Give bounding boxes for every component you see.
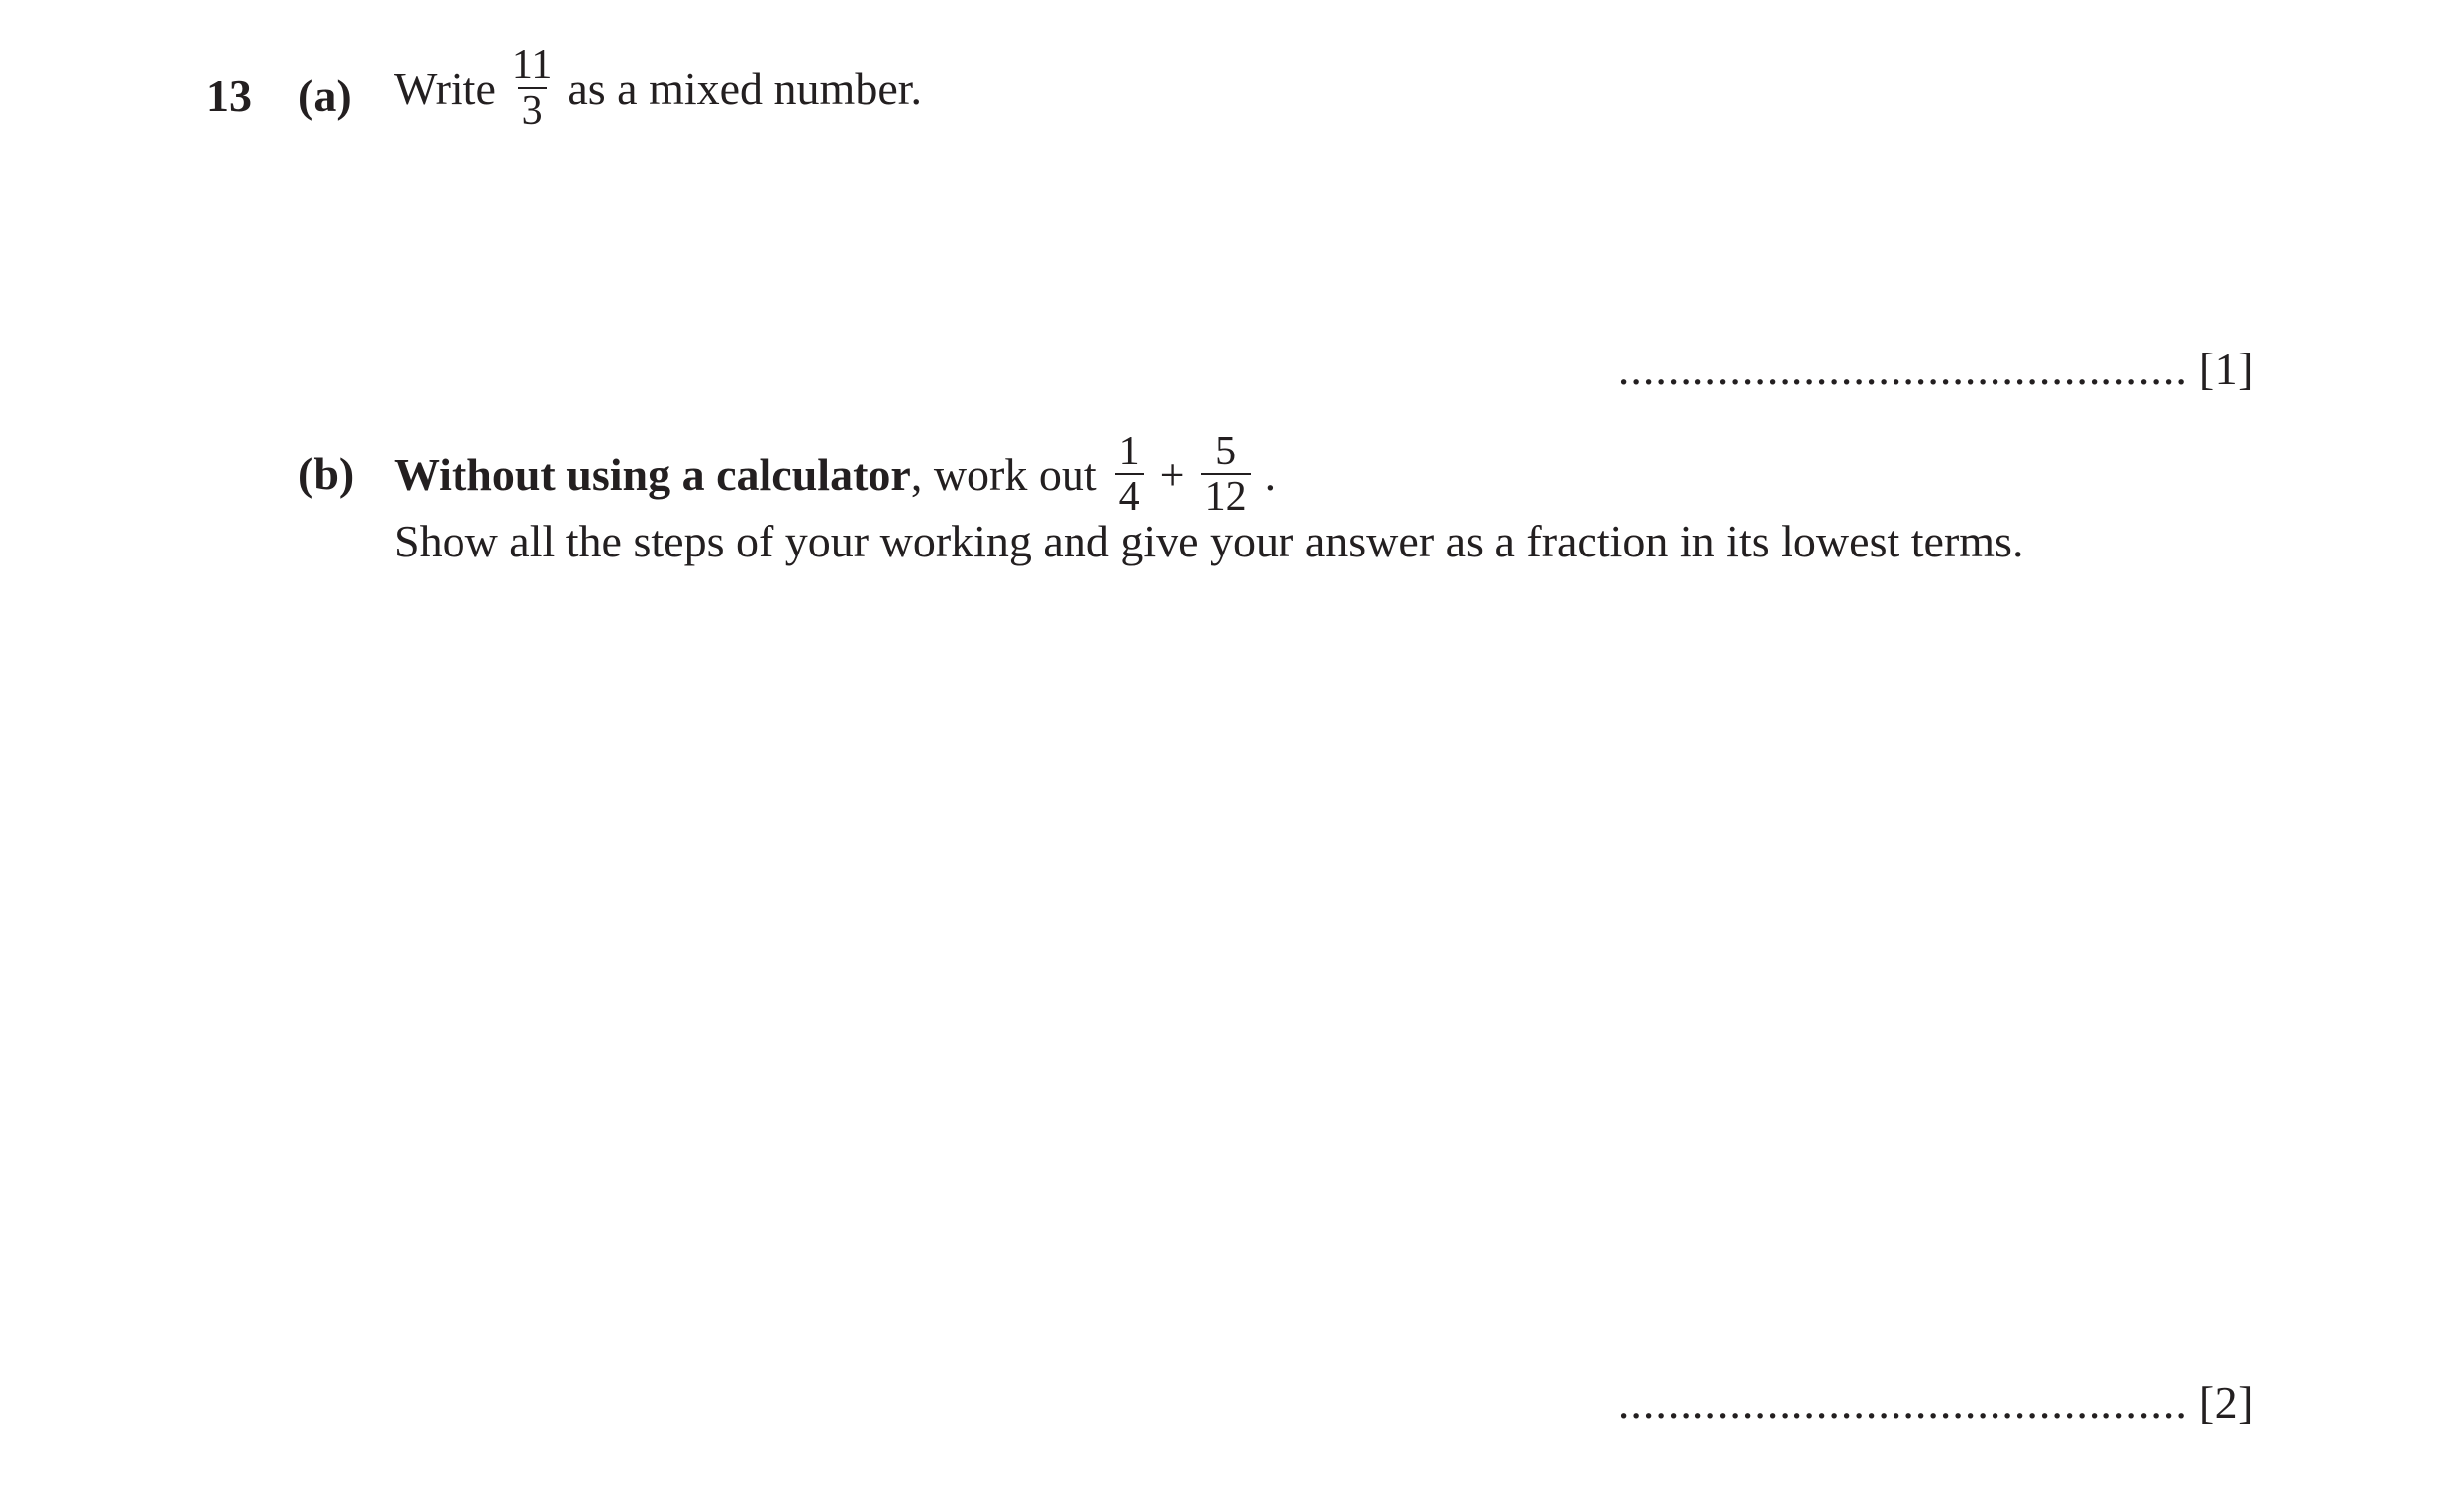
fraction-numerator: 1 [1118,429,1140,474]
fraction-denominator: 12 [1201,473,1251,519]
plus-operator: + [1159,449,1185,500]
fraction-one-quarter [1115,430,1144,519]
part-b-label: (b) [298,449,355,499]
fraction-eleven-thirds [508,44,556,133]
part-b-question [394,430,1276,519]
marks-label: [1] [2199,344,2254,394]
end-punctuation: . [1264,449,1277,500]
part-b-answer-line[interactable] [1618,1376,2254,1429]
part-a-question [394,44,922,133]
marks-label: [2] [2199,1377,2254,1428]
part-a-label: (a) [298,70,352,121]
part-b-instruction: Show all the steps of your working and give your answer as a fraction in its lowest terms. [394,516,2024,566]
fraction-denominator: 4 [1115,473,1144,519]
part-a-answer-line[interactable] [1618,343,2254,395]
fraction-numerator: 11 [511,43,553,88]
part-b-text-after-bold: , work out [910,449,1097,500]
part-a-text-before: Write [394,62,496,114]
fraction-denominator: 3 [518,87,547,133]
fraction-numerator: 5 [1215,429,1237,474]
answer-dots[interactable]: .............................................. [1617,344,2188,394]
fraction-five-twelfths [1201,430,1251,519]
part-a-text-after: as a mixed number. [567,62,923,114]
question-number: 13 [206,70,252,121]
answer-dots[interactable]: .............................................. [1617,1377,2188,1428]
part-b-bold-instruction: Without using a calculator [394,449,911,500]
